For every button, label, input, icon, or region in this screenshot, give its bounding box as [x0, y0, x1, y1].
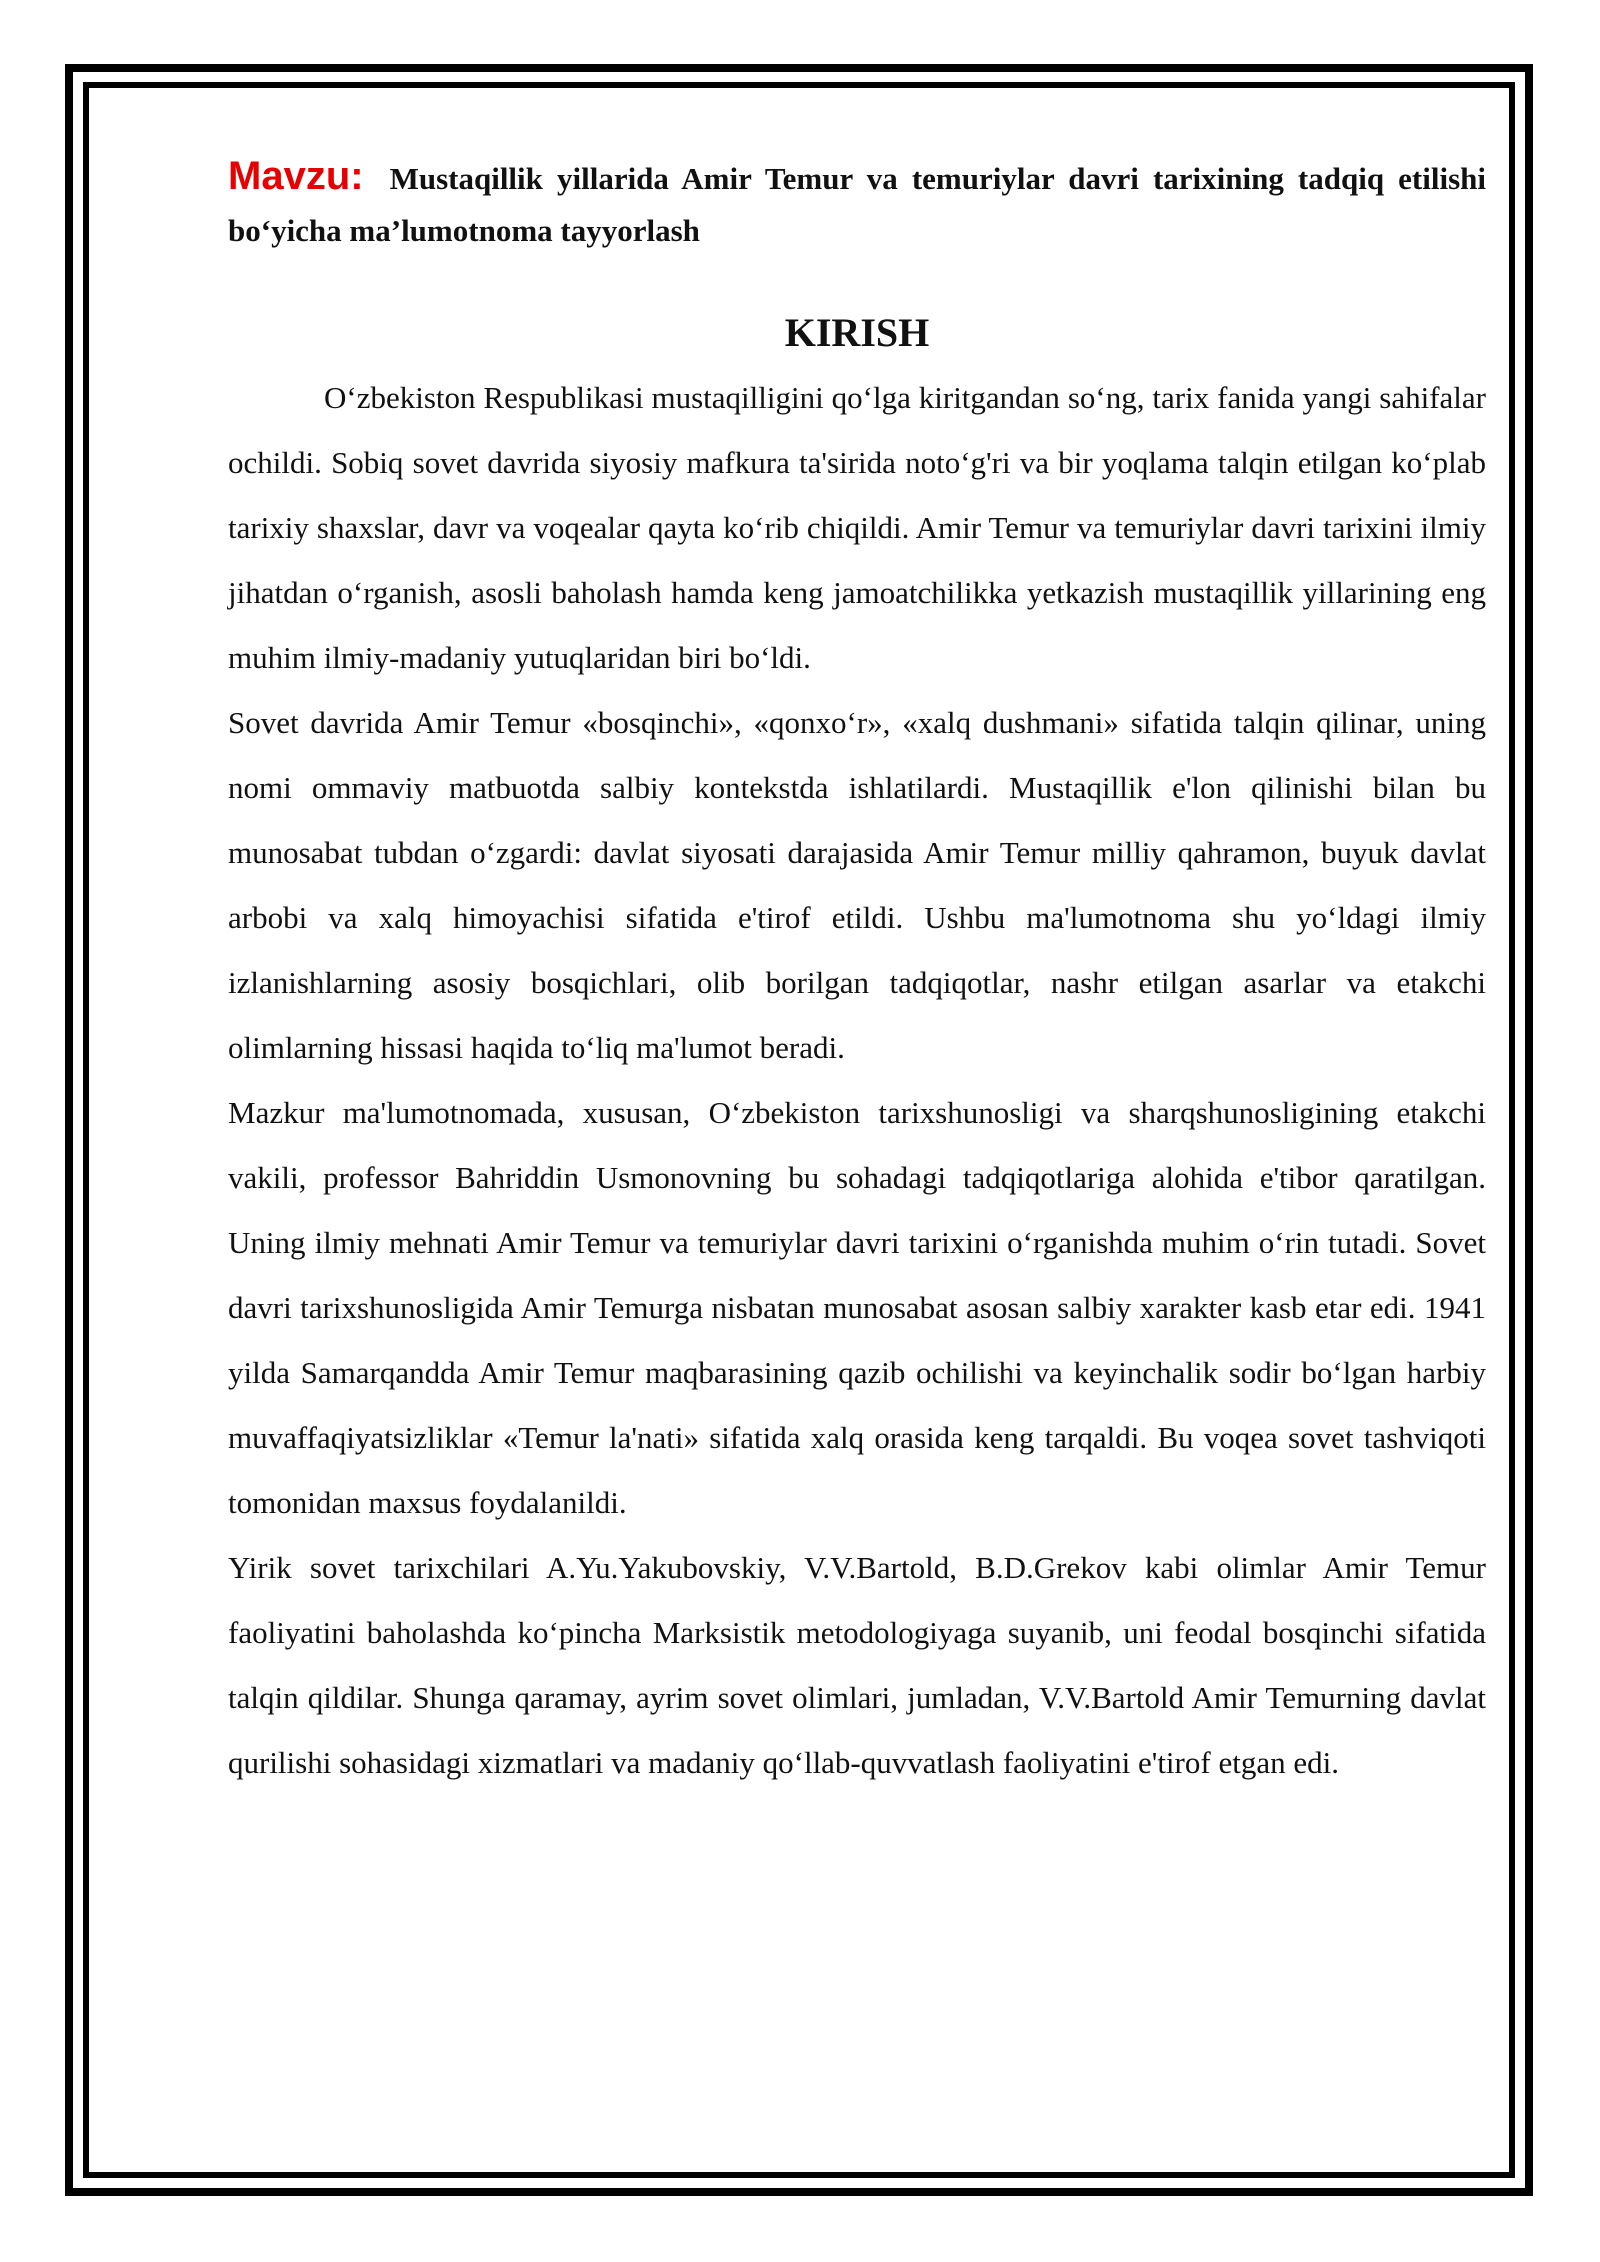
paragraph-1: O‘zbekiston Respublikasi mustaqilligini qo‘lga kiritgandan so‘ng, tarix fanida yangi sahifalar ochildi. Sobiq sovet davrida siyosiy mafkura ta'sirida noto‘g'ri va bir yoqlama talqin etilgan ko‘plab tarixiy shaxslar, davr va voqealar qayta ko‘rib chiqildi. Amir Temur va temuriylar davri tarixini ilmiy jihatdan o‘rganish, asosli baholash hamda keng jamoatchilikka yetkazish mustaqillik yillarining eng muhim ilmiy-madaniy yutuqlaridan biri bo‘ldi. — [228, 380, 1486, 675]
paragraph-4: Yirik sovet tarixchilari A.Yu.Yakubovskiy, V.V.Bartold, B.D.Grekov kabi olimlar Amir Temur faoliyatini baholashda ko‘pincha Marksistik metodologiyaga suyanib, uni feodal bosqinchi sifatida talqin qildilar. Shunga qaramay, ayrim sovet olimlari, jumladan, V.V.Bartold Amir Temurning davlat qurilishi sohasidagi xizmatlari va madaniy qo‘llab-quvvatlash faoliyatini e'tirof etgan edi. — [228, 1550, 1486, 1780]
topic-title: Mustaqillik yillarida Amir Temur va temuriylar davri tarixining tadqiq etilishi bo‘yicha ma’lumotnoma tayyorlash — [228, 161, 1486, 248]
topic-label: Mavzu: — [228, 154, 364, 198]
section-heading: KIRISH — [784, 310, 930, 355]
document-body — [228, 150, 1486, 1795]
topic-line — [228, 150, 1486, 257]
paragraph-2: Sovet davrida Amir Temur «bosqinchi», «qonxo‘r», «xalq dushmani» sifatida talqin qilinar, uning nomi ommaviy matbuotda salbiy kontekstda ishlatilardi. Mustaqillik e'lon qilinishi bilan bu munosabat tubdan o‘zgardi: davlat siyosati darajasida Amir Temur milliy qahramon, buyuk davlat arbobi va xalq himoyachisi sifatida e'tirof etildi. Ushbu ma'lumotnoma shu yo‘ldagi ilmiy izlanishlarning asosiy bosqichlari, olib borilgan tadqiqotlar, nashr etilgan asarlar va etakchi olimlarning hissasi haqida to‘liq ma'lumot beradi. — [228, 705, 1486, 1065]
paragraph-3: Mazkur ma'lumotnomada, xususan, O‘zbekiston tarixshunosligi va sharqshunosligining etakchi vakili, professor Bahriddin Usmonovning bu sohadagi tadqiqotlariga alohida e'tibor qaratilgan. Uning ilmiy mehnati Amir Temur va temuriylar davri tarixini o‘rganishda muhim o‘rin tutadi. Sovet davri tarixshunosligida Amir Temurga nisbatan munosabat asosan salbiy xarakter kasb etar edi. 1941 yilda Samarqandda Amir Temur maqbarasining qazib ochilishi va keyinchalik sodir bo‘lgan harbiy muvaffaqiyatsizliklar «Temur la'nati» sifatida xalq orasida keng tarqaldi. Bu voqea sovet tashviqoti tomonidan maxsus foydalanildi. — [228, 1095, 1486, 1520]
